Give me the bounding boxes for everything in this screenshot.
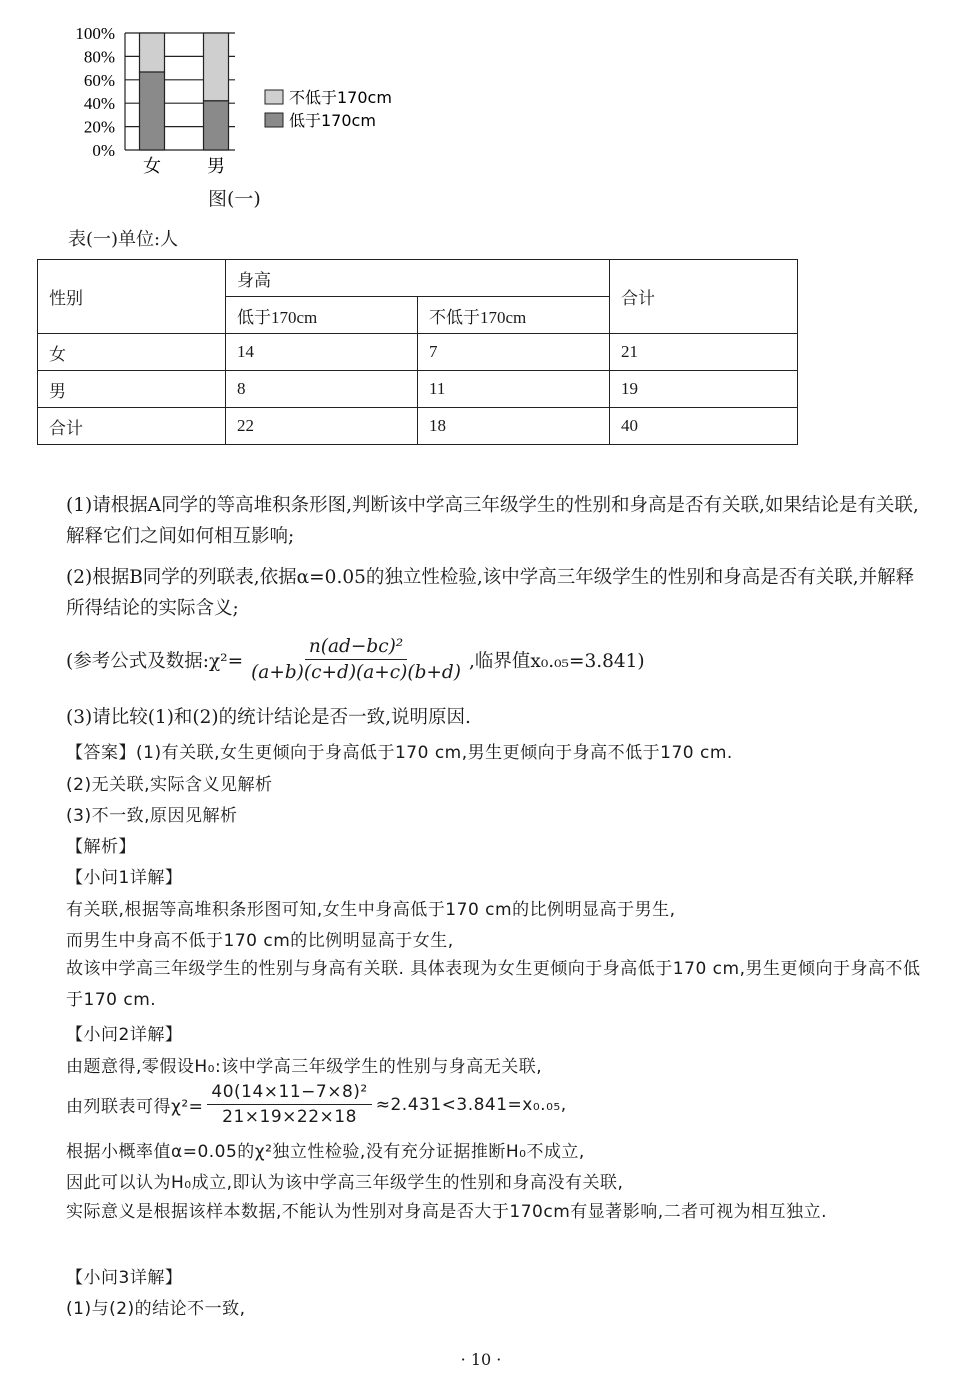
- table-title: 表(一)单位:人: [68, 229, 179, 250]
- bar-segment: [204, 101, 229, 150]
- chart-caption: 图(一): [208, 188, 261, 210]
- answer-3: (3)不一致,原因见解析: [66, 806, 238, 826]
- cell-high: 11: [418, 371, 610, 408]
- subquestion-1-title: 【小问1详解】: [66, 868, 183, 888]
- solution-3-line-1: (1)与(2)的结论不一致,: [66, 1299, 246, 1319]
- y-tick-label: 80%: [83, 47, 115, 67]
- formula-suffix: ,临界值x₀.₀₅=3.841): [469, 650, 645, 672]
- cell-total: 40: [610, 408, 798, 445]
- row-label: 女: [38, 334, 226, 371]
- bar-segment: [140, 72, 165, 150]
- cell-low: 14: [226, 334, 418, 371]
- header-low: 低于170cm: [226, 297, 418, 334]
- calc-fraction: [207, 1082, 371, 1127]
- calc-numerator: 40(14×11−7×8)²: [207, 1082, 371, 1105]
- table-row: [38, 371, 798, 408]
- solution-2-line-2: 根据小概率值α=0.05的χ²独立性检验,没有充分证据推断H₀不成立,: [66, 1142, 585, 1162]
- y-tick-label: 0%: [92, 141, 115, 160]
- answer-1: 【答案】(1)有关联,女生更倾向于身高低于170 cm,男生更倾向于身高不低于170 cm.: [66, 743, 733, 763]
- y-tick-label: 20%: [83, 117, 115, 137]
- analysis-heading: 【解析】: [66, 837, 136, 857]
- header-height: 身高: [226, 260, 610, 297]
- subquestion-2-title: 【小问2详解】: [66, 1025, 183, 1045]
- cell-high: 18: [418, 408, 610, 445]
- question-1: (1)请根据A同学的等高堆积条形图,判断该中学高三年级学生的性别和身高是否有关联,如果结论是有关联,解释它们之间如何相互影响;: [66, 495, 919, 547]
- cell-total: 21: [610, 334, 798, 371]
- bar-segment: [140, 33, 165, 72]
- calc-prefix: 由列联表可得χ²=: [66, 1097, 204, 1117]
- table-row: [38, 408, 798, 445]
- cell-low: 22: [226, 408, 418, 445]
- cell-high: 7: [418, 334, 610, 371]
- solution-1-line-3: 故该中学高三年级学生的性别与身高有关联. 具体表现为女生更倾向于身高低于170 cm,男生更倾向于身高不低于170 cm.: [66, 959, 921, 1010]
- legend-swatch: [265, 113, 283, 127]
- header-gender: 性别: [38, 260, 226, 334]
- answer-2: (2)无关联,实际含义见解析: [66, 775, 273, 795]
- page-number: · 10 ·: [460, 1350, 502, 1369]
- calc-denominator: 21×19×22×18: [222, 1107, 357, 1127]
- cell-low: 8: [226, 371, 418, 408]
- table-row: [38, 334, 798, 371]
- reference-formula: [66, 636, 645, 683]
- solution-2-line-4: 实际意义是根据该样本数据,不能认为性别对身高是否大于170cm有显著影响,二者可视为相互独立.: [66, 1202, 828, 1222]
- formula-denominator: (a+b)(c+d)(a+c)(b+d): [251, 662, 461, 683]
- solution-1-line-2: 而男生中身高不低于170 cm的比例明显高于女生,: [66, 931, 454, 951]
- legend-label: 不低于170cm: [289, 88, 392, 107]
- formula-fraction: [247, 636, 465, 683]
- calc-suffix: ≈2.431<3.841=x₀.₀₅,: [375, 1094, 567, 1115]
- cell-total: 19: [610, 371, 798, 408]
- subquestion-3-title: 【小问3详解】: [66, 1268, 183, 1288]
- y-tick-label: 40%: [83, 94, 115, 114]
- contingency-table: [37, 259, 798, 445]
- x-tick-label: 女: [143, 156, 161, 177]
- row-label: 合计: [38, 408, 226, 445]
- y-tick-label: 60%: [83, 70, 115, 90]
- question-2: (2)根据B同学的列联表,依据α=0.05的独立性检验,该中学高三年级学生的性别和身高是否有关联,并解释所得结论的实际含义;: [66, 567, 915, 619]
- legend-swatch: [265, 90, 283, 104]
- bar-segment: [204, 33, 229, 101]
- solution-2-line-1: 由题意得,零假设H₀:该中学高三年级学生的性别与身高无关联,: [66, 1057, 543, 1077]
- question-3: (3)请比较(1)和(2)的统计结论是否一致,说明原因.: [66, 707, 471, 728]
- solution-2-calculation: [66, 1082, 567, 1127]
- formula-prefix: (参考公式及数据:χ²=: [66, 650, 244, 672]
- legend-label: 低于170cm: [289, 111, 376, 130]
- header-high: 不低于170cm: [418, 297, 610, 334]
- x-tick-label: 男: [207, 156, 225, 177]
- solution-2-line-3: 因此可以认为H₀成立,即认为该中学高三年级学生的性别和身高没有关联,: [66, 1173, 624, 1193]
- row-label: 男: [38, 371, 226, 408]
- header-total: 合计: [610, 260, 798, 334]
- y-tick-label: 100%: [75, 24, 115, 43]
- formula-numerator: n(ad−bc)²: [305, 636, 407, 660]
- solution-1-line-1: 有关联,根据等高堆积条形图可知,女生中身高低于170 cm的比例明显高于男生,: [66, 900, 676, 920]
